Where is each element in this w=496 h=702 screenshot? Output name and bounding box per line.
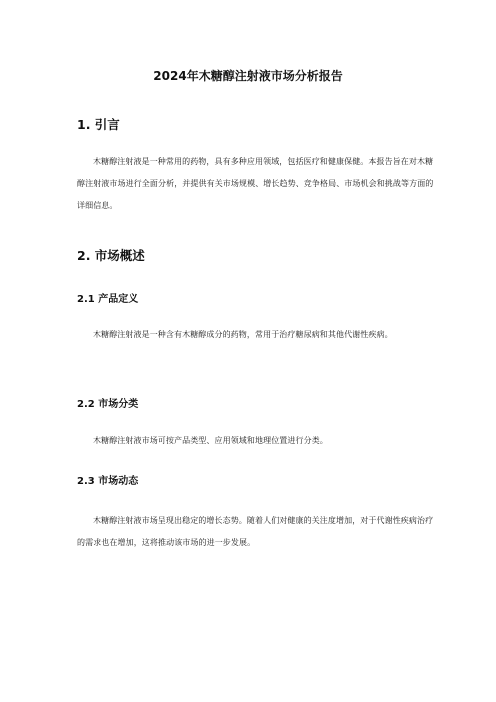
product-definition-paragraph: 木糖醇注射液是一种含有木糖醇成分的药物，常用于治疗糖尿病和其他代谢性疾病。 <box>93 330 393 339</box>
subsection-heading-market-classification: 2.2 市场分类 <box>77 399 139 410</box>
subsection-heading-market-dynamics: 2.3 市场动态 <box>77 476 139 487</box>
subsection-heading-product-definition: 2.1 产品定义 <box>77 294 139 305</box>
document-title: 2024年木糖醇注射液市场分析报告 <box>153 69 343 83</box>
market-dynamics-paragraph: 木糖醇注射液市场呈现出稳定的增长态势。随着人们对健康的关注度增加，对于代谢性疾病治疗的需求也在增加，这将推动该市场的进一步发展。 <box>77 516 434 547</box>
section-heading-market-overview: 2. 市场概述 <box>77 248 145 263</box>
market-classification-paragraph: 木糖醇注射液市场可按产品类型、应用领域和地理位置进行分类。 <box>93 436 328 445</box>
intro-paragraph: 木糖醇注射液是一种常用的药物，具有多种应用领域，包括医疗和健康保健。本报告旨在对木糖醇注射液市场进行全面分析，并提供有关市场规模、增长趋势、竞争格局、市场机会和挑战等方面的详细信息。 <box>77 157 434 210</box>
section-heading-intro: 1. 引言 <box>77 117 120 132</box>
